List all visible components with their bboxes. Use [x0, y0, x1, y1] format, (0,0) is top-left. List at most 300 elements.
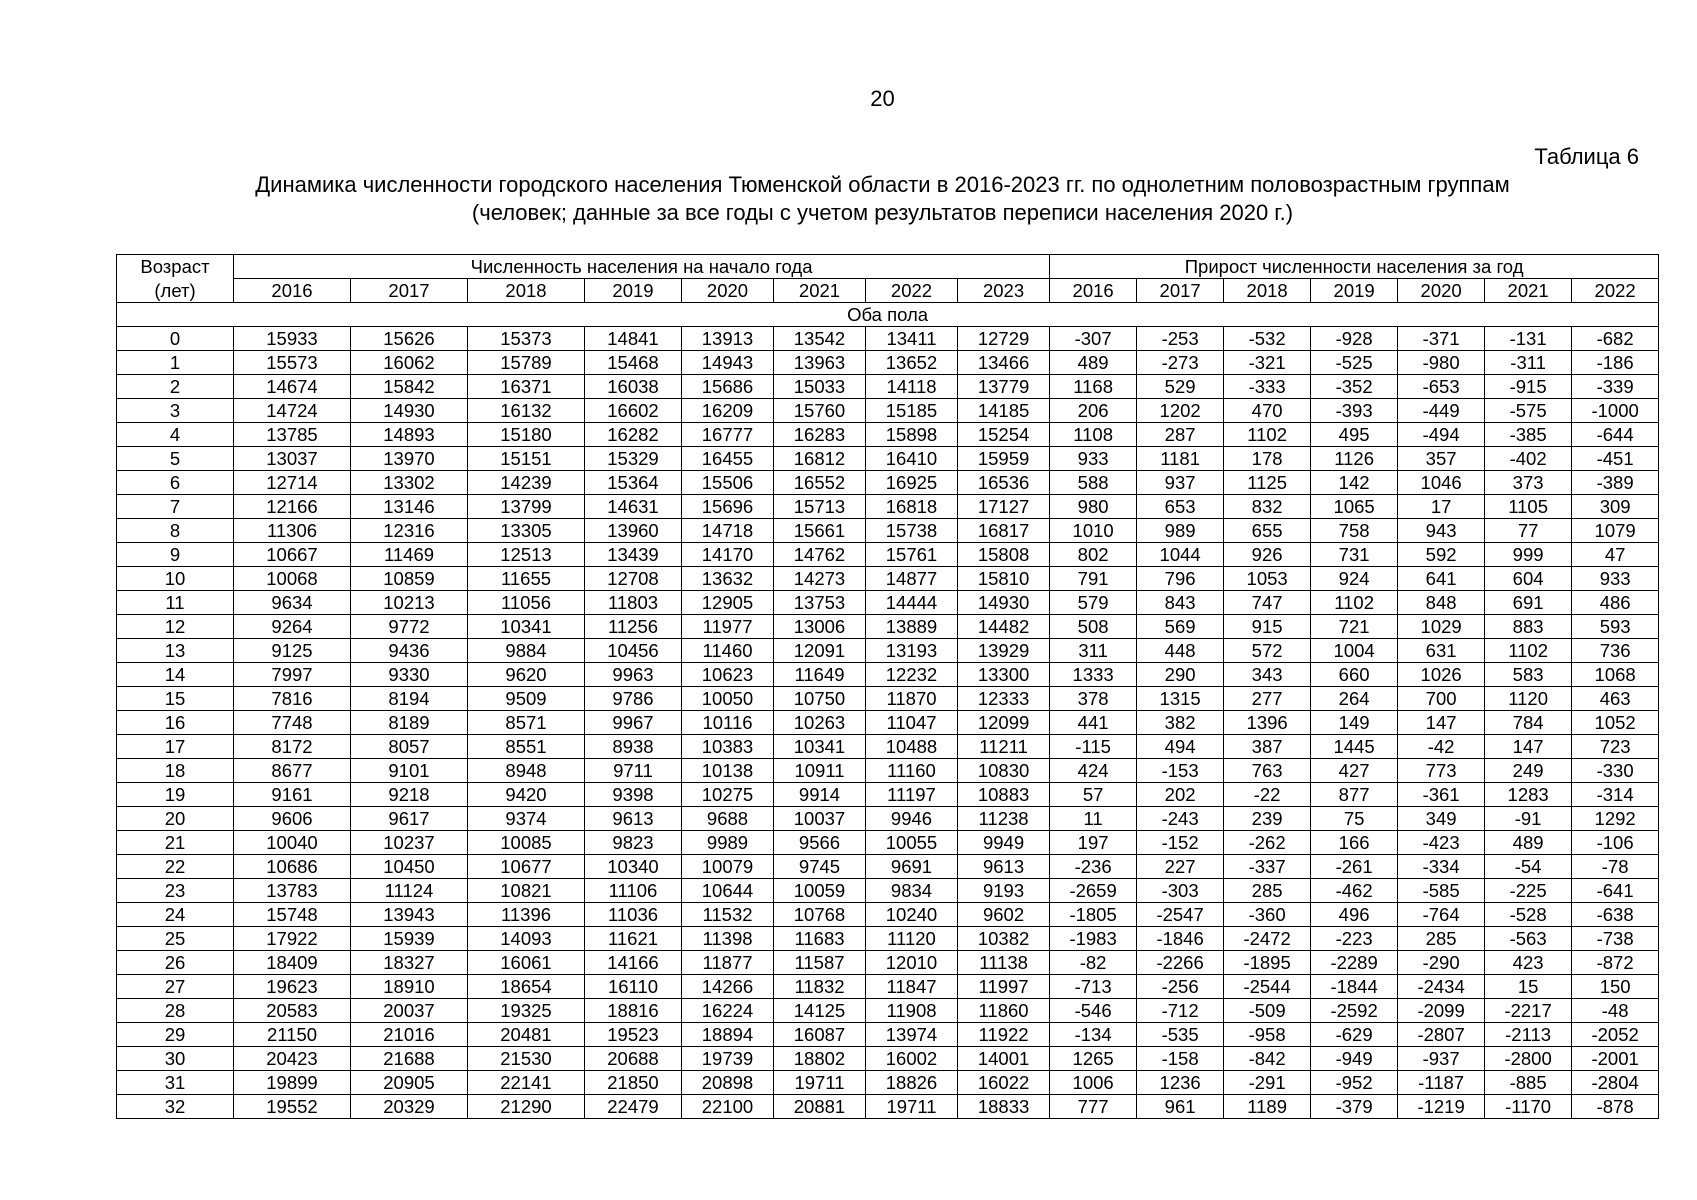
growth-cell: 736 — [1572, 639, 1659, 663]
population-cell: 11587 — [774, 951, 866, 975]
table-row — [117, 663, 1659, 687]
growth-cell: -273 — [1137, 351, 1224, 375]
age-cell: 8 — [117, 519, 234, 543]
population-cell: 16022 — [958, 1071, 1050, 1095]
growth-cell: -509 — [1224, 999, 1311, 1023]
growth-cell: -393 — [1311, 399, 1398, 423]
population-cell: 12091 — [774, 639, 866, 663]
population-cell: 16062 — [351, 351, 468, 375]
growth-cell: 999 — [1485, 543, 1572, 567]
age-cell: 28 — [117, 999, 234, 1023]
population-cell: 8571 — [468, 711, 585, 735]
growth-cell: 508 — [1050, 615, 1137, 639]
growth-cell: -638 — [1572, 903, 1659, 927]
growth-cell: -361 — [1398, 783, 1485, 807]
population-cell: 9509 — [468, 687, 585, 711]
population-cell: 9620 — [468, 663, 585, 687]
age-cell: 4 — [117, 423, 234, 447]
age-cell: 3 — [117, 399, 234, 423]
population-cell: 14930 — [351, 399, 468, 423]
growth-cell: -451 — [1572, 447, 1659, 471]
growth-cell: 343 — [1224, 663, 1311, 687]
growth-cell: -423 — [1398, 831, 1485, 855]
population-cell: 16209 — [682, 399, 774, 423]
growth-cell: -1219 — [1398, 1095, 1485, 1119]
population-cell: 14877 — [866, 567, 958, 591]
growth-group-header: Прирост численности населения за год — [1050, 255, 1659, 279]
growth-cell: 604 — [1485, 567, 1572, 591]
growth-cell: 1445 — [1311, 735, 1398, 759]
population-cell: 13889 — [866, 615, 958, 639]
population-cell: 12232 — [866, 663, 958, 687]
growth-cell: -2099 — [1398, 999, 1485, 1023]
population-cell: 15506 — [682, 471, 774, 495]
growth-cell: 926 — [1224, 543, 1311, 567]
growth-cell: 631 — [1398, 639, 1485, 663]
population-cell: 8172 — [234, 735, 351, 759]
growth-cell: -91 — [1485, 807, 1572, 831]
table-row — [117, 831, 1659, 855]
age-cell: 6 — [117, 471, 234, 495]
population-year-header: 2022 — [866, 279, 958, 303]
population-cell: 22479 — [585, 1095, 682, 1119]
population-cell: 19623 — [234, 975, 351, 999]
growth-cell: 496 — [1311, 903, 1398, 927]
population-cell: 11256 — [585, 615, 682, 639]
growth-cell: -2001 — [1572, 1047, 1659, 1071]
population-cell: 10768 — [774, 903, 866, 927]
population-cell: 15254 — [958, 423, 1050, 447]
population-cell: 15573 — [234, 351, 351, 375]
table-row — [117, 519, 1659, 543]
growth-cell: -2052 — [1572, 1023, 1659, 1047]
population-cell: 14185 — [958, 399, 1050, 423]
population-cell: 9772 — [351, 615, 468, 639]
population-cell: 14239 — [468, 471, 585, 495]
growth-cell: -186 — [1572, 351, 1659, 375]
population-cell: 11877 — [682, 951, 774, 975]
population-cell: 15696 — [682, 495, 774, 519]
growth-cell: -158 — [1137, 1047, 1224, 1071]
population-cell: 10050 — [682, 687, 774, 711]
growth-cell: -928 — [1311, 327, 1398, 351]
population-cell: 16925 — [866, 471, 958, 495]
growth-cell: 423 — [1485, 951, 1572, 975]
growth-cell: 495 — [1311, 423, 1398, 447]
growth-cell: -153 — [1137, 759, 1224, 783]
population-cell: 9834 — [866, 879, 958, 903]
growth-cell: 660 — [1311, 663, 1398, 687]
population-cell: 13970 — [351, 447, 468, 471]
growth-cell: 489 — [1485, 831, 1572, 855]
population-cell: 14631 — [585, 495, 682, 519]
table-row — [117, 879, 1659, 903]
table-row — [117, 351, 1659, 375]
growth-cell: 349 — [1398, 807, 1485, 831]
growth-cell: 1292 — [1572, 807, 1659, 831]
table-row — [117, 495, 1659, 519]
population-cell: 20481 — [468, 1023, 585, 1047]
growth-cell: 489 — [1050, 351, 1137, 375]
population-cell: 15959 — [958, 447, 1050, 471]
growth-cell: 166 — [1311, 831, 1398, 855]
growth-cell: 883 — [1485, 615, 1572, 639]
population-cell: 13193 — [866, 639, 958, 663]
growth-cell: 933 — [1572, 567, 1659, 591]
population-cell: 12010 — [866, 951, 958, 975]
population-cell: 14893 — [351, 423, 468, 447]
population-cell: 11977 — [682, 615, 774, 639]
growth-cell: -243 — [1137, 807, 1224, 831]
population-cell: 13542 — [774, 327, 866, 351]
population-cell: 10911 — [774, 759, 866, 783]
growth-cell: -952 — [1311, 1071, 1398, 1095]
growth-cell: 1046 — [1398, 471, 1485, 495]
population-year-header: 2021 — [774, 279, 866, 303]
growth-cell: -1000 — [1572, 399, 1659, 423]
population-year-header: 2023 — [958, 279, 1050, 303]
population-cell: 15185 — [866, 399, 958, 423]
population-cell: 14718 — [682, 519, 774, 543]
population-cell: 17127 — [958, 495, 1050, 519]
population-cell: 10085 — [468, 831, 585, 855]
section-label-both-sexes: Оба пола — [117, 303, 1659, 327]
table-row — [117, 567, 1659, 591]
population-cell: 11803 — [585, 591, 682, 615]
population-cell: 15180 — [468, 423, 585, 447]
growth-cell: 285 — [1224, 879, 1311, 903]
growth-cell: 989 — [1137, 519, 1224, 543]
population-cell: 8551 — [468, 735, 585, 759]
population-cell: 10456 — [585, 639, 682, 663]
age-cell: 16 — [117, 711, 234, 735]
population-cell: 9617 — [351, 807, 468, 831]
growth-cell: -314 — [1572, 783, 1659, 807]
growth-cell: -563 — [1485, 927, 1572, 951]
growth-cell: -764 — [1398, 903, 1485, 927]
population-cell: 14170 — [682, 543, 774, 567]
population-cell: 10383 — [682, 735, 774, 759]
population-cell: 20583 — [234, 999, 351, 1023]
population-cell: 16110 — [585, 975, 682, 999]
population-cell: 10341 — [468, 615, 585, 639]
growth-cell: -115 — [1050, 735, 1137, 759]
growth-cell: 285 — [1398, 927, 1485, 951]
age-cell: 5 — [117, 447, 234, 471]
growth-cell: 1181 — [1137, 447, 1224, 471]
table-row — [117, 951, 1659, 975]
growth-cell: -2804 — [1572, 1071, 1659, 1095]
population-cell: 11832 — [774, 975, 866, 999]
population-cell: 20881 — [774, 1095, 866, 1119]
table-row — [117, 615, 1659, 639]
age-cell: 29 — [117, 1023, 234, 1047]
age-cell: 18 — [117, 759, 234, 783]
population-cell: 11047 — [866, 711, 958, 735]
population-cell: 21150 — [234, 1023, 351, 1047]
header-row-groups — [117, 255, 1659, 279]
population-cell: 15686 — [682, 375, 774, 399]
age-cell: 26 — [117, 951, 234, 975]
table-row — [117, 855, 1659, 879]
table-row — [117, 687, 1659, 711]
table-row — [117, 327, 1659, 351]
population-cell: 18409 — [234, 951, 351, 975]
population-cell: 13466 — [958, 351, 1050, 375]
population-cell: 12333 — [958, 687, 1050, 711]
population-cell: 9613 — [585, 807, 682, 831]
growth-cell: -629 — [1311, 1023, 1398, 1047]
growth-cell: 700 — [1398, 687, 1485, 711]
population-cell: 14273 — [774, 567, 866, 591]
growth-cell: 1108 — [1050, 423, 1137, 447]
growth-cell: 373 — [1485, 471, 1572, 495]
growth-cell: -878 — [1572, 1095, 1659, 1119]
population-cell: 13632 — [682, 567, 774, 591]
population-cell: 10213 — [351, 591, 468, 615]
growth-cell: 77 — [1485, 519, 1572, 543]
table-row — [117, 735, 1659, 759]
growth-cell: -1187 — [1398, 1071, 1485, 1095]
table-row — [117, 471, 1659, 495]
growth-cell: 777 — [1050, 1095, 1137, 1119]
growth-cell: 1102 — [1485, 639, 1572, 663]
growth-cell: 1189 — [1224, 1095, 1311, 1119]
population-cell: 9606 — [234, 807, 351, 831]
population-cell: 15761 — [866, 543, 958, 567]
population-cell: 9420 — [468, 783, 585, 807]
population-cell: 15373 — [468, 327, 585, 351]
growth-cell: -131 — [1485, 327, 1572, 351]
table-label: Таблица 6 — [1534, 144, 1639, 169]
growth-cell: 655 — [1224, 519, 1311, 543]
population-cell: 10341 — [774, 735, 866, 759]
population-cell: 22141 — [468, 1071, 585, 1095]
population-cell: 11460 — [682, 639, 774, 663]
growth-cell: 75 — [1311, 807, 1398, 831]
population-cell: 16132 — [468, 399, 585, 423]
population-year-header: 2016 — [234, 279, 351, 303]
table-row — [117, 759, 1659, 783]
age-cell: 9 — [117, 543, 234, 567]
age-cell: 15 — [117, 687, 234, 711]
population-cell: 11870 — [866, 687, 958, 711]
growth-cell: 287 — [1137, 423, 1224, 447]
growth-cell: -42 — [1398, 735, 1485, 759]
population-cell: 16817 — [958, 519, 1050, 543]
population-cell: 10240 — [866, 903, 958, 927]
growth-cell: -949 — [1311, 1047, 1398, 1071]
population-cell: 20037 — [351, 999, 468, 1023]
population-cell: 13974 — [866, 1023, 958, 1047]
growth-cell: -872 — [1572, 951, 1659, 975]
growth-cell: 290 — [1137, 663, 1224, 687]
population-cell: 11532 — [682, 903, 774, 927]
growth-cell: -2800 — [1485, 1047, 1572, 1071]
growth-cell: -253 — [1137, 327, 1224, 351]
growth-cell: -682 — [1572, 327, 1659, 351]
population-cell: 21850 — [585, 1071, 682, 1095]
age-cell: 22 — [117, 855, 234, 879]
growth-cell: -842 — [1224, 1047, 1311, 1071]
population-cell: 8948 — [468, 759, 585, 783]
table-row — [117, 807, 1659, 831]
age-cell: 14 — [117, 663, 234, 687]
population-cell: 11683 — [774, 927, 866, 951]
table-row — [117, 999, 1659, 1023]
population-cell: 10750 — [774, 687, 866, 711]
growth-cell: 178 — [1224, 447, 1311, 471]
age-cell: 30 — [117, 1047, 234, 1071]
population-cell: 16455 — [682, 447, 774, 471]
population-cell: 17922 — [234, 927, 351, 951]
population-cell: 18816 — [585, 999, 682, 1023]
population-cell: 12099 — [958, 711, 1050, 735]
population-cell: 11036 — [585, 903, 682, 927]
population-cell: 9634 — [234, 591, 351, 615]
population-cell: 10667 — [234, 543, 351, 567]
growth-cell: -22 — [1224, 783, 1311, 807]
growth-cell: -82 — [1050, 951, 1137, 975]
growth-cell: 579 — [1050, 591, 1137, 615]
growth-cell: -152 — [1137, 831, 1224, 855]
growth-cell: -915 — [1485, 375, 1572, 399]
population-cell: 11124 — [351, 879, 468, 903]
population-cell: 11860 — [958, 999, 1050, 1023]
population-year-header: 2019 — [585, 279, 682, 303]
population-cell: 21530 — [468, 1047, 585, 1071]
growth-cell: -641 — [1572, 879, 1659, 903]
growth-cell: 1265 — [1050, 1047, 1137, 1071]
population-cell: 14118 — [866, 375, 958, 399]
growth-cell: -494 — [1398, 423, 1485, 447]
growth-cell: 264 — [1311, 687, 1398, 711]
population-cell: 19899 — [234, 1071, 351, 1095]
population-cell: 7997 — [234, 663, 351, 687]
population-cell: 10644 — [682, 879, 774, 903]
population-cell: 9989 — [682, 831, 774, 855]
growth-cell: 933 — [1050, 447, 1137, 471]
population-cell: 13439 — [585, 543, 682, 567]
growth-year-header: 2017 — [1137, 279, 1224, 303]
growth-cell: -330 — [1572, 759, 1659, 783]
growth-cell: 961 — [1137, 1095, 1224, 1119]
growth-cell: 592 — [1398, 543, 1485, 567]
growth-cell: -262 — [1224, 831, 1311, 855]
population-cell: 14930 — [958, 591, 1050, 615]
growth-cell: -307 — [1050, 327, 1137, 351]
growth-cell: 17 — [1398, 495, 1485, 519]
growth-cell: -371 — [1398, 327, 1485, 351]
growth-cell: 980 — [1050, 495, 1137, 519]
population-cell: 18826 — [866, 1071, 958, 1095]
growth-cell: -256 — [1137, 975, 1224, 999]
population-cell: 11106 — [585, 879, 682, 903]
population-cell: 13913 — [682, 327, 774, 351]
population-cell: 13963 — [774, 351, 866, 375]
table-row — [117, 1071, 1659, 1095]
growth-year-header: 2019 — [1311, 279, 1398, 303]
growth-cell: 202 — [1137, 783, 1224, 807]
population-cell: 9688 — [682, 807, 774, 831]
growth-cell: 796 — [1137, 567, 1224, 591]
population-cell: 14482 — [958, 615, 1050, 639]
growth-cell: 877 — [1311, 783, 1398, 807]
population-cell: 10275 — [682, 783, 774, 807]
growth-cell: -360 — [1224, 903, 1311, 927]
growth-cell: -402 — [1485, 447, 1572, 471]
growth-cell: 424 — [1050, 759, 1137, 783]
growth-cell: 387 — [1224, 735, 1311, 759]
population-cell: 9613 — [958, 855, 1050, 879]
growth-cell: -54 — [1485, 855, 1572, 879]
population-cell: 11211 — [958, 735, 1050, 759]
growth-cell: 463 — [1572, 687, 1659, 711]
growth-cell: 691 — [1485, 591, 1572, 615]
population-cell: 9823 — [585, 831, 682, 855]
age-header-top: Возраст — [117, 255, 234, 279]
growth-cell: 1053 — [1224, 567, 1311, 591]
population-cell: 10059 — [774, 879, 866, 903]
population-cell: 19711 — [866, 1095, 958, 1119]
growth-cell: 1283 — [1485, 783, 1572, 807]
growth-cell: 924 — [1311, 567, 1398, 591]
growth-cell: 569 — [1137, 615, 1224, 639]
population-cell: 13411 — [866, 327, 958, 351]
growth-cell: 311 — [1050, 639, 1137, 663]
growth-cell: 1333 — [1050, 663, 1137, 687]
growth-cell: -290 — [1398, 951, 1485, 975]
table-row — [117, 903, 1659, 927]
growth-cell: 1010 — [1050, 519, 1137, 543]
population-cell: 9786 — [585, 687, 682, 711]
population-cell: 18654 — [468, 975, 585, 999]
population-cell: 11197 — [866, 783, 958, 807]
growth-cell: -2592 — [1311, 999, 1398, 1023]
growth-cell: -885 — [1485, 1071, 1572, 1095]
growth-cell: -2659 — [1050, 879, 1137, 903]
population-cell: 13785 — [234, 423, 351, 447]
population-cell: 11847 — [866, 975, 958, 999]
population-cell: 14943 — [682, 351, 774, 375]
growth-cell: 470 — [1224, 399, 1311, 423]
growth-cell: 382 — [1137, 711, 1224, 735]
growth-cell: -333 — [1224, 375, 1311, 399]
population-cell: 16061 — [468, 951, 585, 975]
growth-cell: -311 — [1485, 351, 1572, 375]
growth-cell: -713 — [1050, 975, 1137, 999]
table-row — [117, 447, 1659, 471]
age-cell: 7 — [117, 495, 234, 519]
population-cell: 11649 — [774, 663, 866, 687]
population-cell: 20688 — [585, 1047, 682, 1071]
population-cell: 13960 — [585, 519, 682, 543]
population-cell: 15468 — [585, 351, 682, 375]
growth-cell: 1126 — [1311, 447, 1398, 471]
growth-cell: 427 — [1311, 759, 1398, 783]
growth-cell: 1168 — [1050, 375, 1137, 399]
population-cell: 15898 — [866, 423, 958, 447]
growth-cell: -653 — [1398, 375, 1485, 399]
growth-year-header: 2018 — [1224, 279, 1311, 303]
population-group-header: Численность населения на начало года — [234, 255, 1050, 279]
table-row — [117, 1095, 1659, 1119]
population-cell: 10450 — [351, 855, 468, 879]
population-cell: 16552 — [774, 471, 866, 495]
population-cell: 10263 — [774, 711, 866, 735]
growth-cell: 378 — [1050, 687, 1137, 711]
age-cell: 31 — [117, 1071, 234, 1095]
